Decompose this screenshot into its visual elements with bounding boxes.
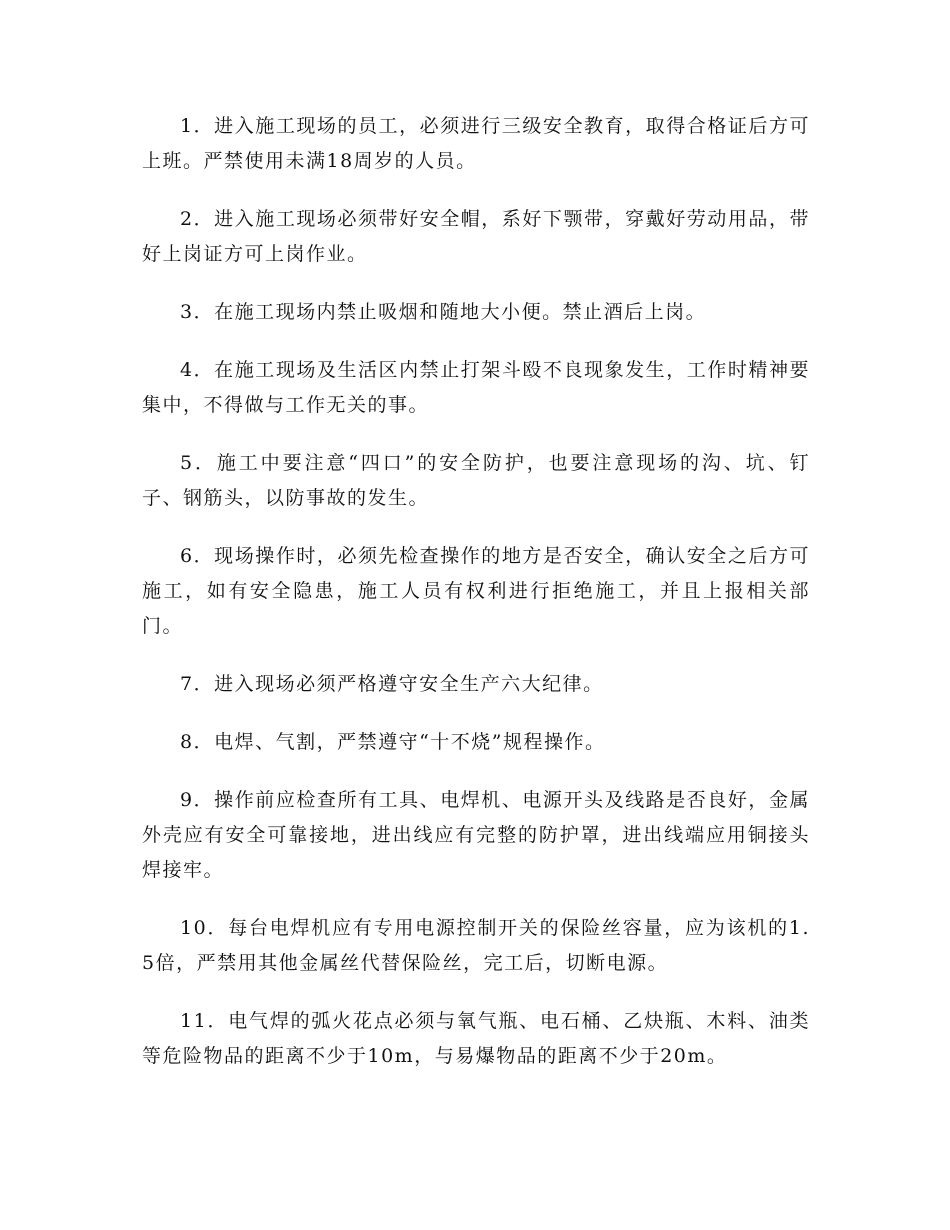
paragraph-6: 6．现场操作时，必须先检查操作的地方是否安全，确认安全之后方可施工，如有安全隐患，施工人员有权利进行拒绝施工，并且上报相关部门。: [142, 545, 810, 637]
paragraph-11: 11．电气焊的弧火花点必须与氧气瓶、电石桶、乙炔瓶、木料、油类等危险物品的距离不少于10m，与易爆物品的距离不少于20m。: [142, 1010, 810, 1067]
paragraph-9: 9．操作前应检查所有工具、电焊机、电源开头及线路是否良好，金属外壳应有安全可靠接地，进出线应有完整的防护罩，进出线端应用铜接头焊接牢。: [142, 789, 810, 881]
paragraph-4: 4．在施工现场及生活区内禁止打架斗殴不良现象发生，工作时精神要集中，不得做与工作无关的事。: [142, 359, 810, 416]
paragraph-7: 7．进入现场必须严格遵守安全生产六大纪律。: [180, 673, 604, 695]
paragraph-3: 3．在施工现场内禁止吸烟和随地大小便。禁止酒后上岗。: [180, 301, 707, 323]
paragraph-1: 1．进入施工现场的员工，必须进行三级安全教育，取得合格证后方可上班。严禁使用未满18周岁的人员。: [142, 115, 810, 172]
document-body: [142, 109, 810, 1097]
paragraph-10: 10．每台电焊机应有专用电源控制开关的保险丝容量，应为该机的1.5倍，严禁用其他金属丝代替保险丝，完工后，切断电源。: [142, 917, 810, 974]
paragraph-5: 5．施工中要注意“四口”的安全防护，也要注意现场的沟、坑、钉子、钢筋头，以防事故的发生。: [142, 452, 810, 509]
paragraph-8: 8．电焊、气割，严禁遵守“十不烧”规程操作。: [180, 731, 606, 753]
paragraph-2: 2．进入施工现场必须带好安全帽，系好下颚带，穿戴好劳动用品，带好上岗证方可上岗作业。: [142, 208, 810, 265]
